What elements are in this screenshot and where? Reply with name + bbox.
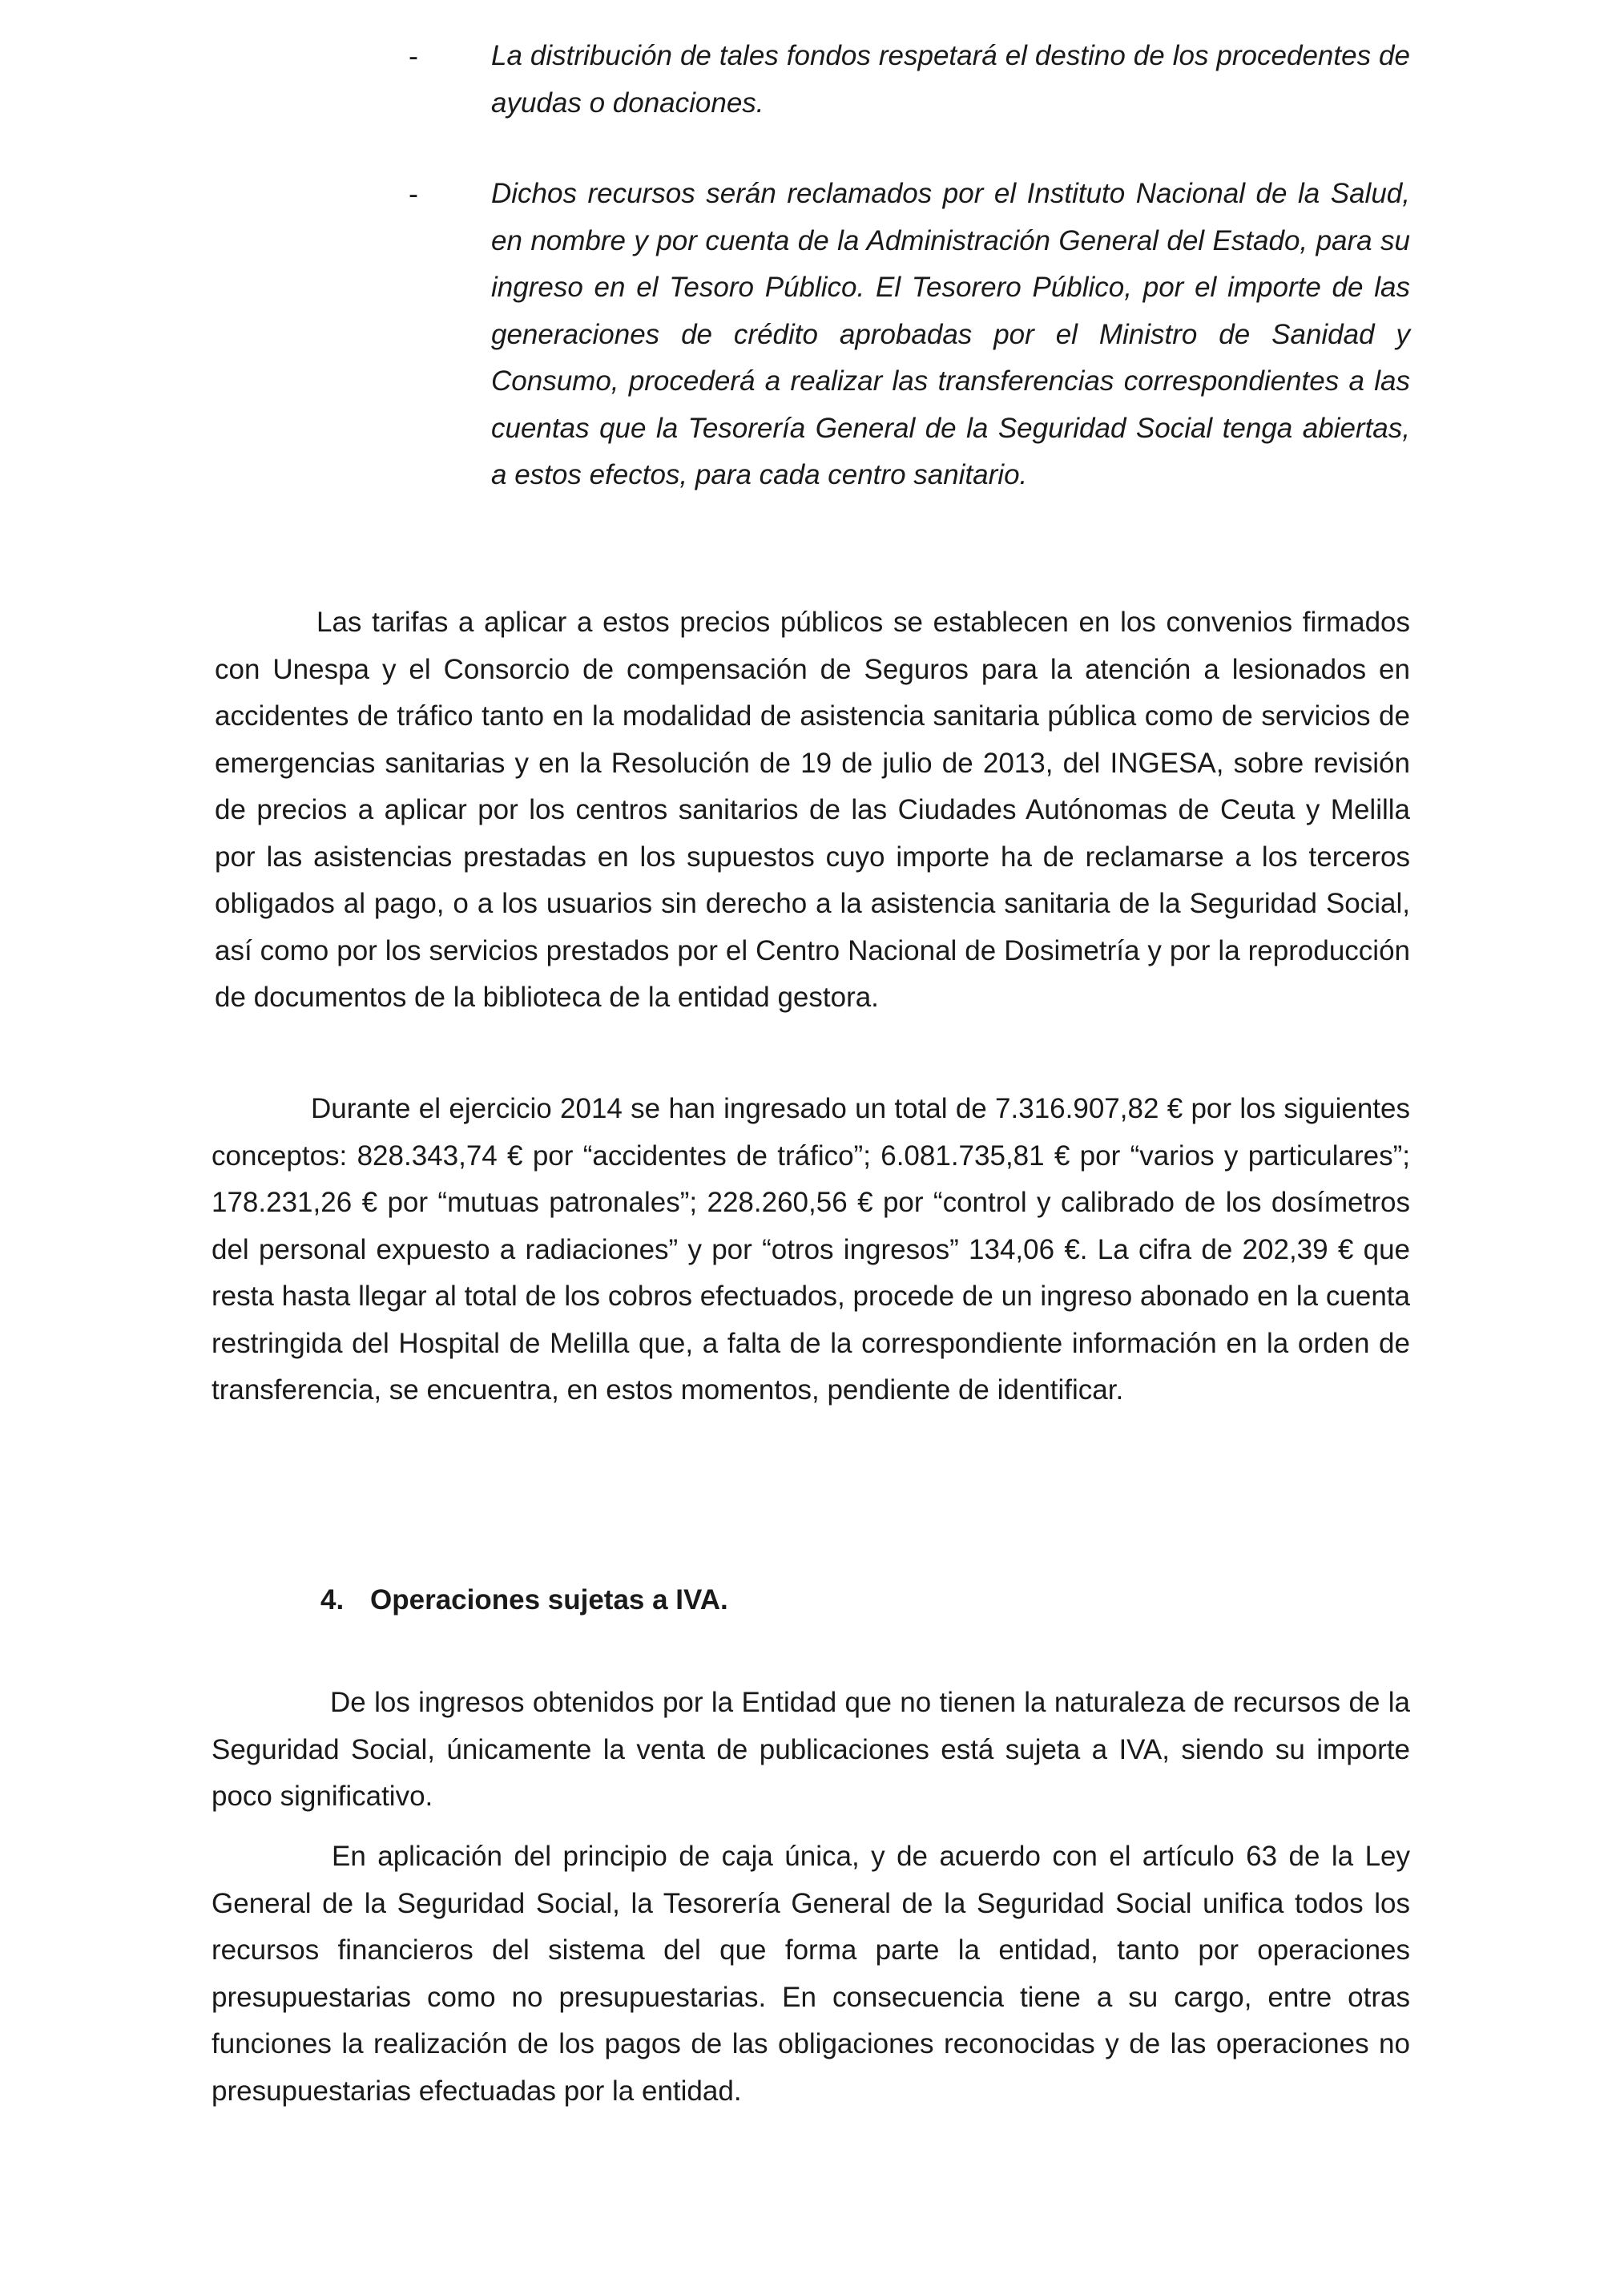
section-number: 4. xyxy=(320,1584,345,1616)
bullet-text: La distribución de tales fondos respetará el destino de los procedentes de ayudas o donaciones. xyxy=(491,40,1410,119)
section-title: Operaciones sujetas a IVA. xyxy=(370,1584,728,1616)
paragraph-caja-unica: En aplicación del principio de caja única, y de acuerdo con el artículo 63 de la Ley General de la Seguridad Social, la Tesorería General de la Seguridad Social unifica todos los recursos financieros del sistema del que forma parte la entidad, tanto por operaciones presupuestarias como no presupuestarias. En consecuencia tiene a su cargo, entre otras funciones la realización de los pagos de las obligaciones reconocidas y de las operaciones no presupuestarias efectuadas por la entidad. xyxy=(212,1841,1410,2107)
paragraph-iva: De los ingresos obtenidos por la Entidad que no tienen la naturaleza de recursos de la Seguridad Social, únicamente la venta de publicaciones está sujeta a IVA, siendo su importe poco significativo. xyxy=(212,1687,1410,1812)
bullet-dash: - xyxy=(409,39,418,72)
bullet-text: Dichos recursos serán reclamados por el Instituto Nacional de la Salud, en nombre y por cuenta de la Administración General del Estado, para su ingreso en el Tesoro Público. El Tesorero Público, por el importe de las generaciones de crédito aprobadas por el Ministro de Sanidad y Consumo, procederá a realizar las transferencias correspondientes a las cuentas que la Tesorería General de la Seguridad Social tenga abiertas, a estos efectos, para cada centro sanitario. xyxy=(491,178,1410,490)
paragraph-ingresos-2014: Durante el ejercicio 2014 se han ingresado un total de 7.316.907,82 € por los siguientes conceptos: 828.343,74 € por “accidentes de tráfico”; 6.081.735,81 € por “varios y particulares”; 178.231,26 € por “mutuas patronales”; 228.260,56 € por “control y calibrado de los dosímetros del personal expuesto a radiaciones” y por “otros ingresos” 134,06 €. La cifra de 202,39 € que resta hasta llegar al total de los cobros efectuados, procede de un ingreso abonado en la cuenta restringida del Hospital de Melilla que, a falta de la correspondiente información en la orden de transferencia, se encuentra, en estos momentos, pendiente de identificar. xyxy=(212,1093,1410,1406)
bullet-dash: - xyxy=(409,177,418,210)
section-heading xyxy=(320,1577,728,1624)
paragraph-tarifas: Las tarifas a aplicar a estos precios públicos se establecen en los convenios firmados con Unespa y el Consorcio de compensación de Seguros para la atención a lesionados en accidentes de tráfico tanto en la modalidad de asistencia sanitaria pública como de servicios de emergencias sanitarias y en la Resolución de 19 de julio de 2013, del INGESA, sobre revisión de precios a aplicar por los centros sanitarios de las Ciudades Autónomas de Ceuta y Melilla por las asistencias prestadas en los supuestos cuyo importe ha de reclamarse a los terceros obligados al pago, o a los usuarios sin derecho a la asistencia sanitaria de la Seguridad Social, así como por los servicios prestados por el Centro Nacional de Dosimetría y por la reproducción de documentos de la biblioteca de la entidad gestora. xyxy=(215,607,1410,1013)
